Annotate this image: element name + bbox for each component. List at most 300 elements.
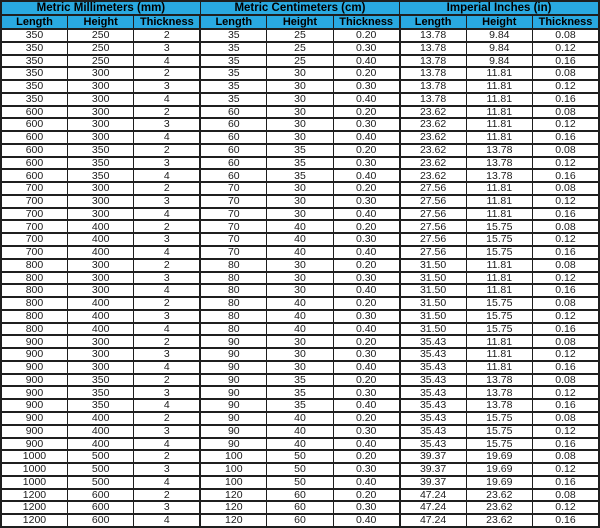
cell-thickness-mm: 4 — [134, 438, 200, 451]
cell-height-in: 13.78 — [466, 374, 532, 387]
cell-length-mm: 1200 — [1, 514, 67, 527]
cell-height-mm: 350 — [67, 399, 133, 412]
cell-thickness-mm: 4 — [134, 93, 200, 106]
cell-length-mm: 800 — [1, 297, 67, 310]
cell-thickness-in: 0.16 — [533, 361, 600, 374]
cell-height-mm: 300 — [67, 106, 133, 119]
cell-length-cm: 70 — [200, 233, 266, 246]
cell-thickness-in: 0.08 — [533, 106, 600, 119]
cell-thickness-mm: 4 — [134, 169, 200, 182]
cell-length-mm: 600 — [1, 144, 67, 157]
cell-length-in: 27.56 — [400, 246, 466, 259]
cell-height-cm: 35 — [267, 399, 333, 412]
cell-thickness-cm: 0.30 — [333, 80, 399, 93]
cell-thickness-in: 0.16 — [533, 514, 600, 527]
table-row — [1, 374, 599, 387]
cell-length-mm: 350 — [1, 42, 67, 55]
cell-thickness-in: 0.08 — [533, 335, 600, 348]
cell-thickness-mm: 3 — [134, 80, 200, 93]
cell-length-cm: 100 — [200, 476, 266, 489]
cell-length-in: 35.43 — [400, 374, 466, 387]
cell-height-mm: 600 — [67, 501, 133, 514]
cell-length-cm: 90 — [200, 412, 266, 425]
column-header-height-mm: Height — [67, 15, 133, 29]
cell-thickness-cm: 0.40 — [333, 208, 399, 221]
cell-height-in: 11.81 — [466, 208, 532, 221]
column-header-thickness-cm: Thickness — [333, 15, 399, 29]
cell-height-cm: 30 — [267, 195, 333, 208]
cell-thickness-in: 0.12 — [533, 463, 600, 476]
cell-height-in: 15.75 — [466, 246, 532, 259]
cell-length-mm: 900 — [1, 412, 67, 425]
cell-height-in: 23.62 — [466, 501, 532, 514]
table-row — [1, 361, 599, 374]
cell-length-cm: 70 — [200, 182, 266, 195]
cell-thickness-mm: 4 — [134, 208, 200, 221]
cell-height-in: 9.84 — [466, 42, 532, 55]
cell-thickness-cm: 0.20 — [333, 67, 399, 80]
cell-length-mm: 800 — [1, 310, 67, 323]
column-header-height-cm: Height — [267, 15, 333, 29]
cell-thickness-mm: 3 — [134, 118, 200, 131]
cell-length-mm: 1200 — [1, 501, 67, 514]
cell-height-mm: 400 — [67, 412, 133, 425]
cell-height-cm: 30 — [267, 348, 333, 361]
table-row — [1, 131, 599, 144]
cell-thickness-in: 0.08 — [533, 412, 600, 425]
cell-length-in: 35.43 — [400, 425, 466, 438]
cell-length-mm: 700 — [1, 182, 67, 195]
cell-thickness-mm: 2 — [134, 106, 200, 119]
cell-thickness-cm: 0.40 — [333, 438, 399, 451]
cell-thickness-mm: 4 — [134, 284, 200, 297]
cell-height-cm: 40 — [267, 412, 333, 425]
cell-height-in: 11.81 — [466, 284, 532, 297]
cell-length-cm: 70 — [200, 208, 266, 221]
column-header-length-mm: Length — [1, 15, 67, 29]
cell-height-cm: 35 — [267, 386, 333, 399]
cell-height-cm: 30 — [267, 118, 333, 131]
table-row — [1, 80, 599, 93]
column-header-thickness-mm: Thickness — [134, 15, 200, 29]
cell-height-mm: 300 — [67, 131, 133, 144]
cell-thickness-cm: 0.20 — [333, 106, 399, 119]
cell-thickness-mm: 2 — [134, 335, 200, 348]
table-row — [1, 55, 599, 68]
cell-length-in: 31.50 — [400, 272, 466, 285]
cell-thickness-cm: 0.20 — [333, 29, 399, 42]
table-row — [1, 259, 599, 272]
cell-length-in: 23.62 — [400, 118, 466, 131]
table-row — [1, 284, 599, 297]
cell-thickness-mm: 3 — [134, 348, 200, 361]
cell-thickness-cm: 0.40 — [333, 514, 399, 527]
cell-thickness-mm: 2 — [134, 374, 200, 387]
cell-thickness-mm: 2 — [134, 489, 200, 502]
cell-length-mm: 900 — [1, 335, 67, 348]
cell-thickness-mm: 4 — [134, 246, 200, 259]
cell-height-in: 13.78 — [466, 386, 532, 399]
table-row — [1, 399, 599, 412]
cell-length-in: 13.78 — [400, 29, 466, 42]
cell-length-mm: 350 — [1, 67, 67, 80]
cell-height-cm: 30 — [267, 335, 333, 348]
cell-length-cm: 90 — [200, 348, 266, 361]
cell-height-in: 15.75 — [466, 310, 532, 323]
cell-height-mm: 300 — [67, 284, 133, 297]
cell-thickness-cm: 0.30 — [333, 425, 399, 438]
cell-thickness-mm: 3 — [134, 425, 200, 438]
cell-thickness-in: 0.16 — [533, 476, 600, 489]
cell-height-mm: 600 — [67, 489, 133, 502]
cell-height-cm: 40 — [267, 438, 333, 451]
cell-height-in: 19.69 — [466, 476, 532, 489]
cell-height-cm: 30 — [267, 106, 333, 119]
cell-length-in: 35.43 — [400, 412, 466, 425]
table-row — [1, 272, 599, 285]
cell-length-in: 35.43 — [400, 335, 466, 348]
cell-thickness-cm: 0.40 — [333, 169, 399, 182]
cell-height-mm: 350 — [67, 374, 133, 387]
cell-thickness-cm: 0.40 — [333, 476, 399, 489]
table-row — [1, 386, 599, 399]
cell-length-in: 27.56 — [400, 220, 466, 233]
group-header-imperial-in: Imperial Inches (in) — [400, 1, 599, 15]
cell-thickness-cm: 0.20 — [333, 297, 399, 310]
cell-height-mm: 500 — [67, 463, 133, 476]
cell-thickness-mm: 4 — [134, 55, 200, 68]
cell-thickness-cm: 0.30 — [333, 501, 399, 514]
column-header-length-in: Length — [400, 15, 466, 29]
group-header-row — [1, 1, 599, 15]
cell-length-cm: 60 — [200, 157, 266, 170]
cell-length-in: 35.43 — [400, 438, 466, 451]
cell-thickness-mm: 2 — [134, 259, 200, 272]
cell-length-in: 23.62 — [400, 157, 466, 170]
cell-length-in: 23.62 — [400, 169, 466, 182]
cell-length-mm: 600 — [1, 169, 67, 182]
cell-height-cm: 35 — [267, 157, 333, 170]
cell-height-mm: 300 — [67, 272, 133, 285]
table-row — [1, 144, 599, 157]
cell-length-cm: 35 — [200, 67, 266, 80]
cell-height-in: 13.78 — [466, 399, 532, 412]
table-row — [1, 67, 599, 80]
cell-height-in: 11.81 — [466, 131, 532, 144]
cell-length-in: 35.43 — [400, 386, 466, 399]
cell-height-mm: 500 — [67, 476, 133, 489]
cell-thickness-in: 0.16 — [533, 438, 600, 451]
cell-length-mm: 900 — [1, 374, 67, 387]
cell-length-mm: 900 — [1, 425, 67, 438]
cell-height-in: 11.81 — [466, 93, 532, 106]
cell-length-mm: 600 — [1, 118, 67, 131]
cell-length-cm: 80 — [200, 297, 266, 310]
table-row — [1, 450, 599, 463]
cell-thickness-cm: 0.40 — [333, 55, 399, 68]
table-row — [1, 42, 599, 55]
cell-height-in: 11.81 — [466, 67, 532, 80]
cell-length-in: 27.56 — [400, 182, 466, 195]
cell-length-cm: 90 — [200, 386, 266, 399]
cell-thickness-cm: 0.30 — [333, 348, 399, 361]
cell-length-mm: 800 — [1, 323, 67, 336]
cell-thickness-cm: 0.20 — [333, 220, 399, 233]
cell-thickness-cm: 0.20 — [333, 450, 399, 463]
table-row — [1, 220, 599, 233]
cell-thickness-in: 0.08 — [533, 182, 600, 195]
cell-length-in: 35.43 — [400, 361, 466, 374]
cell-length-cm: 60 — [200, 144, 266, 157]
cell-height-cm: 40 — [267, 246, 333, 259]
cell-height-mm: 400 — [67, 220, 133, 233]
cell-thickness-cm: 0.30 — [333, 157, 399, 170]
cell-height-cm: 30 — [267, 361, 333, 374]
cell-thickness-in: 0.16 — [533, 284, 600, 297]
table-row — [1, 195, 599, 208]
table-row — [1, 489, 599, 502]
cell-length-cm: 60 — [200, 169, 266, 182]
cell-length-in: 23.62 — [400, 131, 466, 144]
cell-length-mm: 350 — [1, 55, 67, 68]
cell-length-cm: 80 — [200, 259, 266, 272]
cell-length-mm: 900 — [1, 386, 67, 399]
cell-height-mm: 400 — [67, 297, 133, 310]
cell-height-mm: 300 — [67, 348, 133, 361]
cell-height-cm: 40 — [267, 323, 333, 336]
table-row — [1, 182, 599, 195]
cell-length-in: 39.37 — [400, 450, 466, 463]
cell-thickness-mm: 2 — [134, 297, 200, 310]
cell-thickness-mm: 2 — [134, 67, 200, 80]
cell-height-cm: 40 — [267, 220, 333, 233]
cell-length-mm: 800 — [1, 284, 67, 297]
cell-length-mm: 1000 — [1, 463, 67, 476]
cell-height-cm: 40 — [267, 233, 333, 246]
cell-height-in: 9.84 — [466, 29, 532, 42]
cell-height-in: 15.75 — [466, 233, 532, 246]
cell-length-cm: 35 — [200, 93, 266, 106]
table-row — [1, 297, 599, 310]
table-row — [1, 169, 599, 182]
table-row — [1, 323, 599, 336]
cell-thickness-mm: 4 — [134, 399, 200, 412]
cell-thickness-in: 0.12 — [533, 80, 600, 93]
cell-thickness-in: 0.12 — [533, 195, 600, 208]
cell-height-in: 13.78 — [466, 144, 532, 157]
cell-thickness-in: 0.08 — [533, 297, 600, 310]
cell-thickness-mm: 3 — [134, 233, 200, 246]
cell-thickness-in: 0.12 — [533, 425, 600, 438]
cell-length-cm: 120 — [200, 514, 266, 527]
cell-height-mm: 600 — [67, 514, 133, 527]
cell-length-cm: 120 — [200, 501, 266, 514]
cell-length-cm: 100 — [200, 463, 266, 476]
cell-height-mm: 300 — [67, 67, 133, 80]
cell-length-mm: 700 — [1, 195, 67, 208]
table-row — [1, 118, 599, 131]
cell-thickness-cm: 0.20 — [333, 489, 399, 502]
cell-length-cm: 70 — [200, 195, 266, 208]
cell-thickness-cm: 0.30 — [333, 233, 399, 246]
cell-thickness-cm: 0.20 — [333, 412, 399, 425]
cell-length-cm: 80 — [200, 310, 266, 323]
cell-height-mm: 350 — [67, 157, 133, 170]
cell-height-mm: 300 — [67, 335, 133, 348]
cell-length-in: 13.78 — [400, 93, 466, 106]
cell-height-cm: 60 — [267, 501, 333, 514]
cell-height-in: 15.75 — [466, 220, 532, 233]
cell-thickness-cm: 0.40 — [333, 131, 399, 144]
cell-length-mm: 800 — [1, 272, 67, 285]
table-row — [1, 310, 599, 323]
cell-height-mm: 500 — [67, 450, 133, 463]
cell-thickness-mm: 4 — [134, 131, 200, 144]
cell-length-mm: 900 — [1, 348, 67, 361]
cell-length-mm: 900 — [1, 399, 67, 412]
cell-length-in: 27.56 — [400, 233, 466, 246]
cell-height-cm: 30 — [267, 80, 333, 93]
cell-height-cm: 30 — [267, 131, 333, 144]
cell-length-mm: 700 — [1, 208, 67, 221]
cell-length-mm: 350 — [1, 80, 67, 93]
cell-height-mm: 400 — [67, 310, 133, 323]
cell-height-mm: 300 — [67, 80, 133, 93]
cell-thickness-in: 0.08 — [533, 374, 600, 387]
cell-length-in: 27.56 — [400, 208, 466, 221]
table-row — [1, 514, 599, 527]
table-body — [1, 29, 599, 527]
cell-height-mm: 300 — [67, 361, 133, 374]
cell-thickness-cm: 0.20 — [333, 182, 399, 195]
cell-thickness-in: 0.12 — [533, 310, 600, 323]
cell-height-in: 19.69 — [466, 463, 532, 476]
cell-thickness-cm: 0.40 — [333, 399, 399, 412]
table-row — [1, 246, 599, 259]
cell-length-in: 47.24 — [400, 489, 466, 502]
cell-height-cm: 35 — [267, 169, 333, 182]
table-row — [1, 425, 599, 438]
cell-height-cm: 30 — [267, 182, 333, 195]
cell-thickness-in: 0.16 — [533, 323, 600, 336]
cell-height-in: 13.78 — [466, 169, 532, 182]
table-row — [1, 233, 599, 246]
table-row — [1, 208, 599, 221]
cell-thickness-mm: 3 — [134, 386, 200, 399]
table-row — [1, 476, 599, 489]
cell-thickness-mm: 4 — [134, 514, 200, 527]
cell-length-mm: 700 — [1, 220, 67, 233]
cell-height-cm: 50 — [267, 450, 333, 463]
cell-length-mm: 900 — [1, 438, 67, 451]
column-header-height-in: Height — [466, 15, 532, 29]
cell-height-in: 15.75 — [466, 438, 532, 451]
cell-length-cm: 80 — [200, 284, 266, 297]
cell-length-cm: 35 — [200, 55, 266, 68]
table-row — [1, 93, 599, 106]
cell-length-cm: 70 — [200, 246, 266, 259]
table-row — [1, 157, 599, 170]
cell-height-in: 11.81 — [466, 348, 532, 361]
cell-thickness-mm: 2 — [134, 182, 200, 195]
cell-height-cm: 25 — [267, 55, 333, 68]
cell-height-cm: 30 — [267, 272, 333, 285]
cell-length-cm: 35 — [200, 80, 266, 93]
group-header-metric-mm: Metric Millimeters (mm) — [1, 1, 200, 15]
cell-thickness-cm: 0.40 — [333, 246, 399, 259]
column-header-thickness-in: Thickness — [533, 15, 600, 29]
cell-thickness-mm: 2 — [134, 412, 200, 425]
cell-thickness-in: 0.08 — [533, 220, 600, 233]
cell-thickness-in: 0.12 — [533, 348, 600, 361]
cell-length-in: 31.50 — [400, 297, 466, 310]
cell-length-cm: 90 — [200, 399, 266, 412]
cell-length-in: 35.43 — [400, 399, 466, 412]
cell-length-cm: 90 — [200, 425, 266, 438]
cell-length-mm: 700 — [1, 233, 67, 246]
cell-height-mm: 300 — [67, 208, 133, 221]
table-row — [1, 348, 599, 361]
cell-height-cm: 50 — [267, 476, 333, 489]
cell-length-in: 13.78 — [400, 80, 466, 93]
cell-length-in: 13.78 — [400, 55, 466, 68]
cell-thickness-in: 0.08 — [533, 489, 600, 502]
cell-height-in: 11.81 — [466, 272, 532, 285]
cell-height-in: 9.84 — [466, 55, 532, 68]
cell-length-cm: 60 — [200, 106, 266, 119]
cell-thickness-in: 0.12 — [533, 118, 600, 131]
cell-height-mm: 300 — [67, 93, 133, 106]
cell-length-in: 31.50 — [400, 259, 466, 272]
cell-length-mm: 350 — [1, 29, 67, 42]
cell-thickness-cm: 0.20 — [333, 259, 399, 272]
cell-height-in: 11.81 — [466, 182, 532, 195]
cell-thickness-in: 0.12 — [533, 272, 600, 285]
cell-length-in: 23.62 — [400, 106, 466, 119]
cell-thickness-in: 0.16 — [533, 131, 600, 144]
cell-length-cm: 35 — [200, 42, 266, 55]
table-row — [1, 463, 599, 476]
cell-thickness-mm: 4 — [134, 323, 200, 336]
cell-length-cm: 80 — [200, 272, 266, 285]
cell-height-in: 19.69 — [466, 450, 532, 463]
cell-thickness-in: 0.08 — [533, 144, 600, 157]
cell-length-cm: 90 — [200, 374, 266, 387]
cell-thickness-mm: 3 — [134, 42, 200, 55]
cell-height-mm: 400 — [67, 425, 133, 438]
cell-height-mm: 250 — [67, 55, 133, 68]
cell-length-in: 47.24 — [400, 501, 466, 514]
cell-thickness-cm: 0.30 — [333, 118, 399, 131]
cell-height-mm: 350 — [67, 169, 133, 182]
cell-thickness-in: 0.12 — [533, 233, 600, 246]
cell-thickness-in: 0.08 — [533, 29, 600, 42]
cell-thickness-cm: 0.30 — [333, 463, 399, 476]
cell-thickness-mm: 2 — [134, 220, 200, 233]
cell-length-in: 31.50 — [400, 284, 466, 297]
cell-thickness-in: 0.16 — [533, 208, 600, 221]
cell-thickness-mm: 4 — [134, 476, 200, 489]
cell-length-mm: 700 — [1, 246, 67, 259]
cell-thickness-mm: 4 — [134, 361, 200, 374]
cell-thickness-in: 0.08 — [533, 259, 600, 272]
cell-height-in: 11.81 — [466, 106, 532, 119]
table-row — [1, 412, 599, 425]
cell-thickness-cm: 0.40 — [333, 93, 399, 106]
cell-thickness-cm: 0.20 — [333, 374, 399, 387]
cell-length-cm: 35 — [200, 29, 266, 42]
cell-thickness-in: 0.12 — [533, 386, 600, 399]
